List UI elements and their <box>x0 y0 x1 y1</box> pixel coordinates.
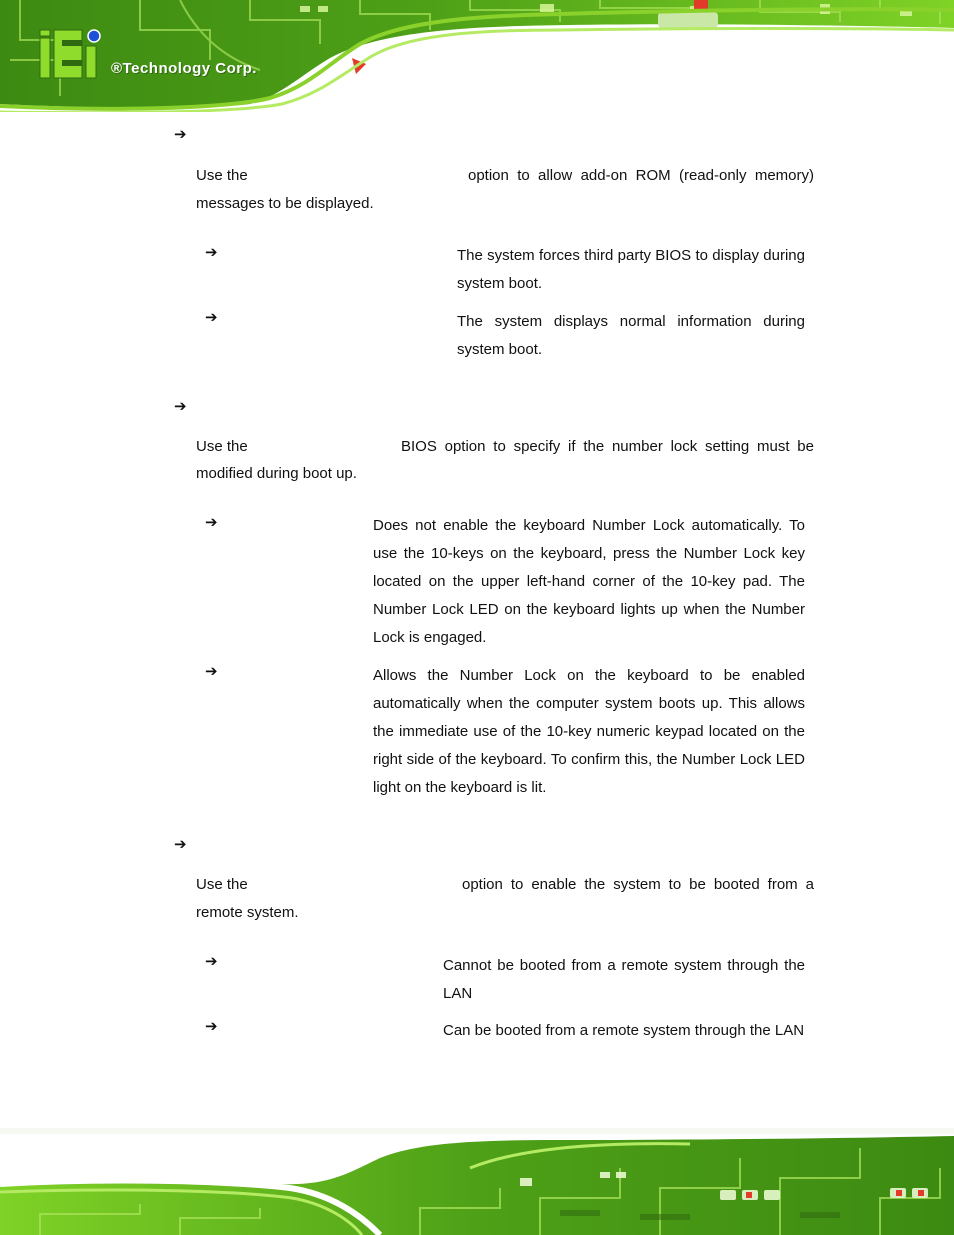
section-intro-lead: Use the <box>196 438 248 455</box>
section-intro-lead: Use the <box>196 876 248 893</box>
option-description: Can be booted from a remote system through the LAN <box>443 1022 805 1039</box>
section-intro-rest: option to allow add-on ROM (read-only memory) <box>468 167 814 184</box>
option-description: Cannot be booted from a remote system through the LAN <box>443 957 805 1002</box>
arrow-icon: ➔ <box>205 513 218 531</box>
section-intro-rest: BIOS option to specify if the number lock setting must be <box>401 438 814 455</box>
option-description: Allows the Number Lock on the keyboard to be enabled automatically when the computer system boots up. This allows the immediate use of the 10-key numeric keypad located on the right side of the keyboard. To confirm this, the Number Lock LED light on the keyboard is lit. <box>373 667 805 796</box>
arrow-icon: ➔ <box>174 835 187 853</box>
circuit-board-banner <box>0 0 954 112</box>
option-description: The system displays normal information during system boot. <box>457 313 805 358</box>
section-intro-rest: option to enable the system to be booted from a <box>462 876 814 893</box>
arrow-icon: ➔ <box>205 243 218 261</box>
arrow-icon: ➔ <box>205 952 218 970</box>
arrow-icon: ➔ <box>205 662 218 680</box>
circuit-board-footer <box>0 1128 954 1235</box>
company-name: ®Technology Corp. <box>111 60 257 77</box>
option-description: The system forces third party BIOS to display during system boot. <box>457 247 805 292</box>
arrow-icon: ➔ <box>174 397 187 415</box>
section-intro-cont: modified during boot up. <box>196 465 357 482</box>
page-footer <box>0 1128 954 1235</box>
arrow-icon: ➔ <box>205 1017 218 1035</box>
section-intro-cont: remote system. <box>196 904 299 921</box>
option-description: Does not enable the keyboard Number Lock automatically. To use the 10-keys on the keyboard, press the Number Lock key located on the upper left-hand corner of the 10-key pad. The Number Lock LED on the keyboard lights up when the Number Lock is engaged. <box>373 517 805 646</box>
page-header <box>0 0 954 112</box>
section-intro-lead: Use the <box>196 167 248 184</box>
arrow-icon: ➔ <box>205 308 218 326</box>
arrow-icon: ➔ <box>174 125 187 143</box>
section-intro-cont: messages to be displayed. <box>196 195 374 212</box>
